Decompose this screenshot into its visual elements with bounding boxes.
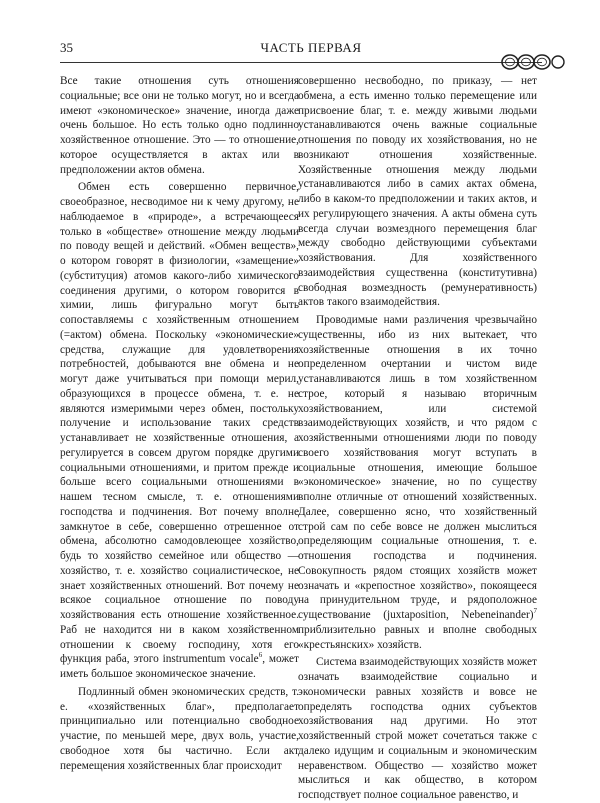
header-rule	[60, 62, 542, 63]
right-column	[298, 74, 537, 803]
paragraph: совершенно несвободно, по приказу, — нет обмена, а есть именно только перемещение или присвоение благ, т. е. между живыми людьми устанавливаются очень важные социальные отношения по поводу их хозяйствования, но не возникают отношения хозяйственные. Хозяйственные отношения между людьми устанавливаются либо в самих актах обмена, либо в каком-то предположении и таких актов, и их регулирующего значения. А акты обмена суть всегда случаи возмездного перемещения благ между свободно действующими субъектами хозяйствования. Для хозяйственного взаимодействия существенна (конститутивна) свободная возмездность (ремунеративность) актов такого взаимодействия.	[298, 75, 537, 309]
paragraph-text: приблизительно равных и вполне свободных «крестьянских» хозяйств.	[298, 623, 537, 651]
paragraph: Система взаимодействующих хозяйств может означать взаимодействие социально и экономически равных хозяйств и вовсе не определять господства одних субъектов хозяйствования над другими. Но этот хозяйственный строй может сочетаться также с далеко идущим и социальным и экономическим неравенством. Общество — хозяйство может мыслиться и как общество, в котором господствует полное социальное равенство, и	[298, 656, 537, 801]
paragraph-text: Обмен есть совершенно первичное, своеобразное, несводимое ни к чему другому, не наблюдаемое в «природе», а встречающееся только в «обществе» отношение между людьми по поводу вещей и действий. «Обмен веществ», о котором говорят в физиологии, «замещение» (субституция) атомов какого-либо химического соединения другими, о котором говорится в химии, лишь фигурально могут быть сопоставляемы с хозяйственным отношением (=актом) обмена. Поскольку «экономические» средства, служащие для удовлетворения потребностей, добываются вне обмена и не могут даже учитываться при помощи мерил, образующихся в процессе обмена, т. е. не являются измеримыми через обмен, постольку получение и использование таких средств устанавливает не хозяйственные отношения, а регулируется в совсем другом порядке другими социальными отношениями, и притом прежде и больше всего социальными отношениями в нашем тесном смысле, т. е. отношениями господства и подчинения. Вот почему вполне замкнутое в себе, совершенно отрешенное от обмена, абсолютно самодовлеющее хозяйство, будь то хозяйство семейное или общество — хозяйство, т. е. хозяйство социалистическое, не знает хозяйственных отношений. Вот почему не всякое социальное отношение по поводу хозяйствования есть отношение хозяйственное. Раб не находится ни в каком хозяйственном отношении к своему господину, хотя его функция раба, этого instrumentum vocale	[60, 181, 299, 666]
running-header	[60, 40, 562, 58]
paragraph	[60, 180, 299, 682]
paragraph: Все такие отношения суть отношения социальные; все они не только могут, но и всегда имеют «экономическое» значение, иногда даже очень большое. Но есть только одно подлинно хозяйственное отношение. Это — то отношение, которое осуществляется в актах или в предположении актов обмена.	[60, 75, 299, 176]
paragraph-text: , может иметь большое экономическое значение.	[60, 653, 299, 680]
footnote-mark: 7	[533, 607, 537, 616]
paragraph-text: Проводимые нами различения чрезвычайно существенны, ибо из них вытекает, что хозяйственные отношения в их точно определенном очертании и чистом виде устанавливаются лишь в том хозяйственном строе, который я называю вторичным хозяйствованием, или системой взаимодействующих хозяйств, и что рядом с хозяйственными отношениями люди по поводу своего хозяйствования могут вступать в социальные отношения, имеющие большое «экономическое» значение, но по существу вполне отличные от отношений хозяйственных. Далее, совершенно ясно, что хозяйственный строй сам по себе вовсе не должен мыслиться определяющим социальные отношения, т. е. отношения господства и подчинения. Совокупность рядом стоящих хозяйств может означать и «крепостное хозяйство», покоящееся на принудительном труде, и рядоположное существование (juxtaposition, Nebeneinander)	[298, 314, 537, 621]
paragraph: Подлинный обмен экономических средств, т. е. «хозяйственных благ», предполагает принципиально или потенциально свободное участие, по меньшей мере, двух воль, участие, свободное хотя бы частично. Если акт перемещения хозяйственных благ происходит	[60, 685, 299, 772]
footnote-mark: 6	[258, 651, 263, 660]
paragraph	[298, 313, 537, 652]
running-title: ЧАСТЬ ПЕРВАЯ	[260, 40, 362, 55]
ornament-rings-icon	[500, 52, 566, 72]
left-column	[60, 74, 299, 773]
page-number: 35	[60, 40, 73, 55]
